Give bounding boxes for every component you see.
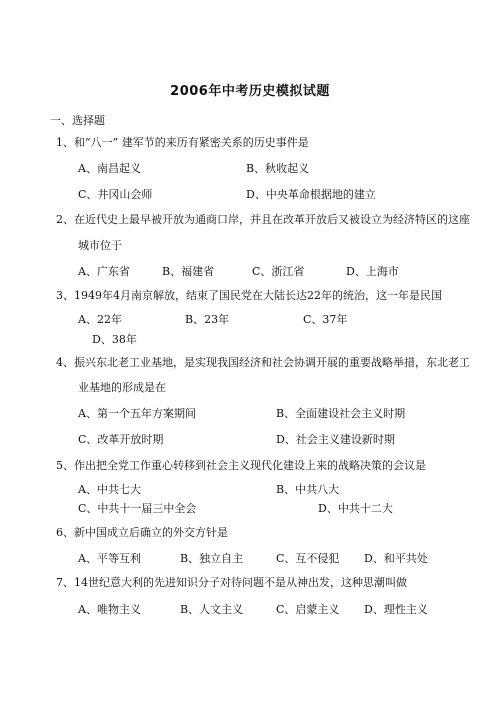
q7-option-d: D、理性主义 — [364, 603, 428, 616]
q3-option-a: A、22年 — [78, 313, 122, 326]
q4-option-b: B、全面建设社会主义时期 — [276, 407, 406, 420]
q6-option-c: C、互不侵犯 — [276, 552, 340, 565]
q6-option-a: A、平等互利 — [78, 552, 141, 565]
q2-option-b: B、福建省 — [162, 265, 215, 278]
question-5-text: 5、作出把全党工作重心转移到社会主义现代化建设上来的战略决策的会议是 — [56, 459, 426, 472]
q4-option-d: D、社会主义建设新时期 — [276, 433, 395, 446]
q4-option-a: A、第一个五年方案期间 — [78, 407, 196, 420]
question-3-text: 3、1949年4月南京解放，结束了国民党在大陆长达22年的统治，这一年是民国 — [56, 289, 442, 302]
section-heading: 一、选择题 — [50, 114, 105, 127]
q2-option-a: A、广东省 — [78, 265, 130, 278]
q1-option-b: B、秋收起义 — [246, 162, 310, 175]
q7-option-c: C、启蒙主义 — [276, 603, 340, 616]
q6-option-b: B、独立自主 — [180, 552, 244, 565]
question-7-text: 7、14世纪意大利的先进知识分子对待问题不是从神出发，这种思潮叫做 — [56, 576, 407, 589]
question-4-text: 4、振兴东北老工业基地，是实现我国经济和社会协调开展的重要战略举措，东北老工 — [56, 356, 470, 369]
q6-option-d: D、和平共处 — [364, 552, 428, 565]
q3-option-d: D、38年 — [92, 333, 137, 346]
question-2-text: 2、在近代史上最早被开放为通商口岸，并且在改革开放后又被设立为经济特区的这座 — [56, 213, 470, 226]
q1-option-a: A、南昌起义 — [78, 162, 141, 175]
q1-option-d: D、中央革命根据地的建立 — [246, 188, 376, 201]
q4-option-c: C、改革开放时期 — [78, 433, 164, 446]
question-2-text-cont: 城市位于 — [78, 239, 122, 252]
q2-option-c: C、浙江省 — [252, 265, 305, 278]
q2-option-d: D、上海市 — [346, 265, 399, 278]
q5-option-a: A、中共七大 — [78, 483, 141, 496]
q5-option-b: B、中共八大 — [276, 483, 340, 496]
question-1-text: 1、和“八一” 建军节的来历有紧密关系的历史事件是 — [56, 136, 309, 149]
q5-option-d: D、中共十二大 — [318, 502, 393, 515]
q5-option-c: C、中共十一届三中全会 — [78, 502, 197, 515]
question-6-text: 6、新中国成立后确立的外交方针是 — [56, 526, 228, 539]
q1-option-c: C、井冈山会师 — [78, 188, 153, 201]
page-title: 2006年中考历史模拟试题 — [170, 84, 330, 99]
q7-option-a: A、唯物主义 — [78, 603, 141, 616]
q3-option-b: B、23年 — [185, 313, 230, 326]
question-4-text-cont: 业基地的形成是在 — [78, 381, 166, 394]
q7-option-b: B、人文主义 — [180, 603, 244, 616]
q3-option-c: C、37年 — [303, 313, 348, 326]
